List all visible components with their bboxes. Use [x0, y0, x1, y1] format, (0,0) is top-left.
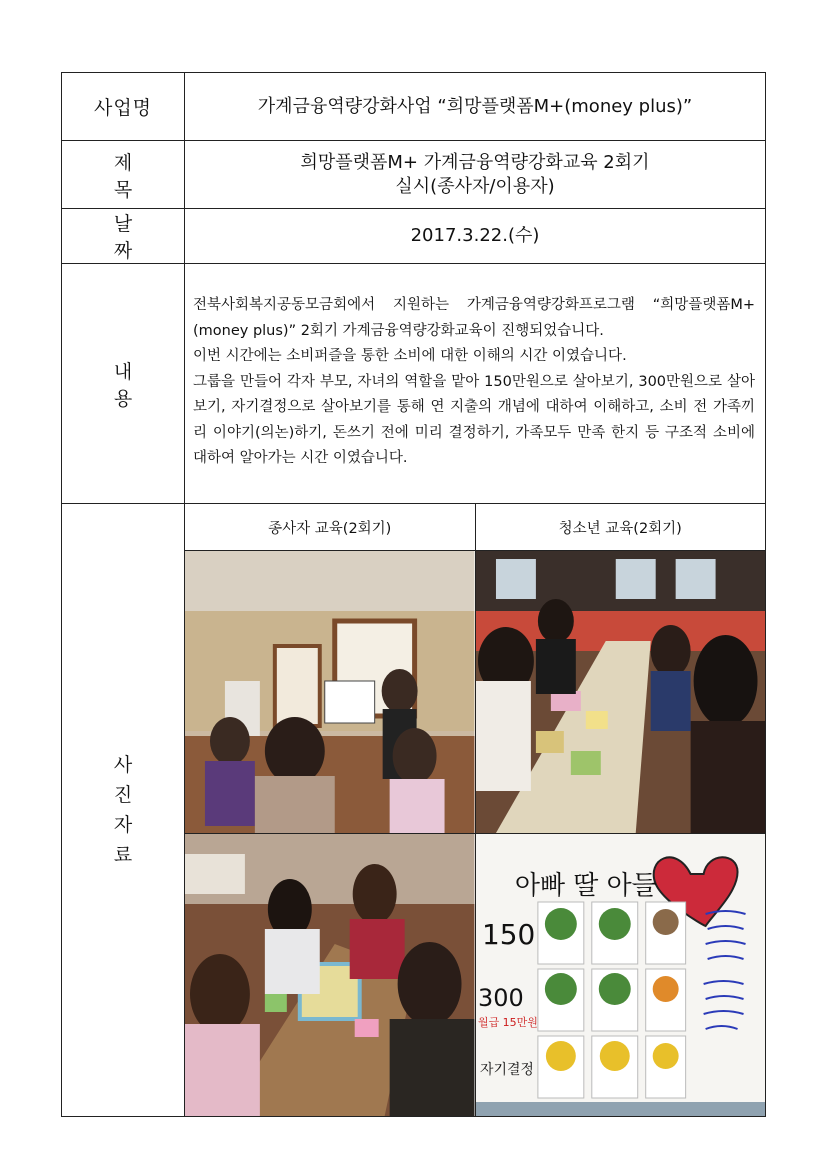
title-line1: 희망플랫폼M+ 가계금융역량강화교육 2회기 [300, 151, 650, 173]
photo-staff-group [185, 834, 475, 1117]
project-value: 가계금융역량강화사업 “희망플랫폼M+(money plus)” [185, 73, 766, 141]
photos-row [62, 504, 766, 1117]
content-paragraph-1: 전북사회복지공동모금회에서 지원하는 가계금융역량강화프로그램 “희망플랫폼M+(money plus)” 2회기 가계금융역량강화교육이 진행되었습니다. [193, 297, 755, 339]
project-label: 사업명 [62, 73, 185, 141]
project-row [62, 73, 766, 141]
poster-row-300-note: 월급 15만원 [477, 1015, 538, 1030]
photo-youth-game [475, 551, 765, 834]
content-paragraph-2: 이번 시간에는 소비퍼즐을 통한 소비에 대한 이해의 시간 이였습니다. [193, 348, 627, 365]
photos-cell [185, 504, 766, 1117]
title-line2: 실시(종사자/이용자) [395, 175, 555, 197]
photo-staff-presentation [185, 551, 475, 834]
report-table [61, 72, 766, 1117]
photo-game-poster [475, 834, 765, 1117]
poster-row-150: 150 [481, 917, 535, 952]
caption-youth: 청소년 교육(2회기) [475, 504, 765, 551]
poster-row-self: 자기결정 [479, 1061, 534, 1079]
content-label: 내 용 [62, 264, 185, 504]
content-body [185, 264, 766, 504]
photos-label-line1: 사 진 [113, 754, 155, 806]
content-row [62, 264, 766, 504]
content-paragraph-3: 그룹을 만들어 각자 부모, 자녀의 역할을 맡아 150만원으로 살아보기, 300만원으로 살아보기, 자기결정으로 살아보기를 통해 연 지출의 개념에 대하여 이해하고, 소비 전 가족끼리 이야기(의논)하기, 돈쓰기 전에 미리 결정하기, 가족모두 만족 한지 등 구조적 소비에 대하여 알아가는 시간 이였습니다. [193, 373, 755, 467]
title-value [185, 141, 766, 209]
date-row [62, 209, 766, 264]
photos-label-line2: 자 료 [113, 814, 155, 866]
poster-heading: 아빠 딸 아들 [514, 870, 657, 902]
photos-label [62, 504, 185, 1117]
poster-character-cards [537, 902, 685, 1098]
date-value: 2017.3.22.(수) [185, 209, 766, 264]
poster-row-300: 300 [477, 983, 524, 1013]
title-row [62, 141, 766, 209]
title-label: 제 목 [62, 141, 185, 209]
caption-staff: 종사자 교육(2회기) [185, 504, 475, 551]
photo-grid [185, 504, 765, 1116]
date-label: 날 짜 [62, 209, 185, 264]
